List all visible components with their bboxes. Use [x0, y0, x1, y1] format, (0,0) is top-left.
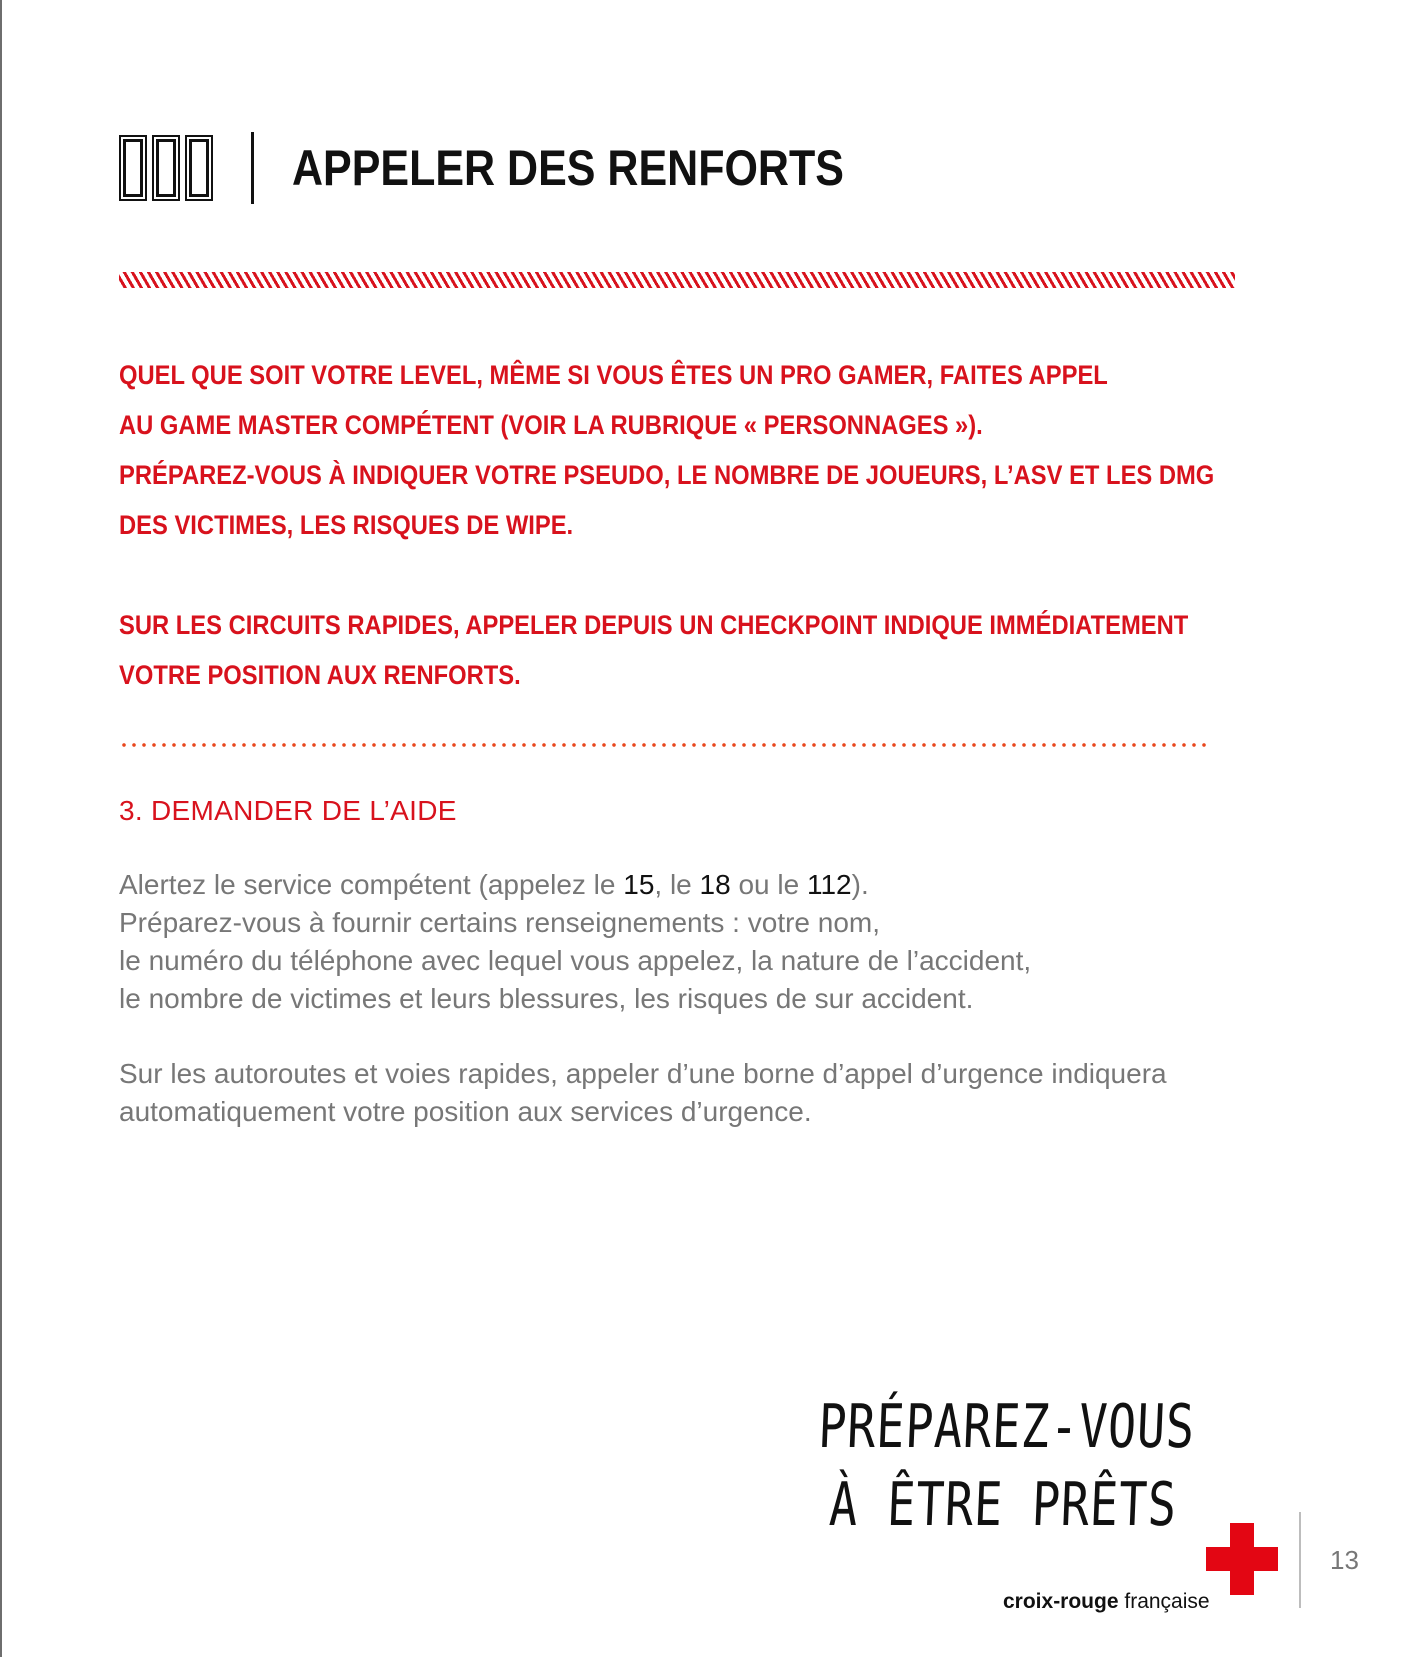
text-line: DES VICTIMES, LES RISQUES DE WIPE.: [119, 510, 574, 540]
page-edge: [0, 0, 2, 1657]
red-cross-logo-icon: [1206, 1523, 1278, 1595]
text-fragment: Alertez le service compétent (appelez le: [119, 869, 624, 900]
text-fragment: ou le: [730, 869, 807, 900]
emergency-number: 15: [623, 869, 655, 900]
emergency-number: 112: [806, 869, 852, 900]
logo-wordmark: [1003, 1590, 1210, 1614]
hatched-rule: [119, 272, 1235, 288]
text-line: QUEL QUE SOIT VOTRE LEVEL, MÊME SI VOUS ÊTES UN PRO GAMER, FAITES APPEL: [119, 360, 1108, 390]
text-line: PRÉPAREZ-VOUS À INDIQUER VOTRE PSEUDO, LE NOMBRE DE JOUEURS, L’ASV ET LES DMG: [119, 460, 1215, 490]
text-line: SUR LES CIRCUITS RAPIDES, APPELER DEPUIS UN CHECKPOINT INDIQUE IMMÉDIATEMENT: [119, 610, 1189, 640]
roman-bar: [156, 139, 176, 197]
cross-vertical: [1230, 1523, 1254, 1595]
handwritten-slogan: [814, 1388, 1197, 1544]
footer-divider: [1299, 1512, 1301, 1608]
text-fragment: , le: [654, 869, 700, 900]
text-line: automatiquement votre position aux services d’urgence.: [119, 1096, 812, 1127]
text-line: Sur les autoroutes et voies rapides, appeler d’une borne d’appel d’urgence indiquera: [119, 1058, 1167, 1089]
body-paragraph-1: [119, 866, 1319, 1018]
gamer-paragraph-1: [119, 350, 1215, 550]
roman-bar: [123, 139, 143, 197]
text-fragment: ).: [851, 869, 869, 900]
gamer-paragraph-2: [119, 600, 1189, 700]
logo-text-light: française: [1118, 1590, 1210, 1613]
text-line: Préparez-vous à fournir certains renseignements : votre nom,: [119, 907, 881, 938]
header-divider: [251, 132, 254, 204]
slogan-line: À ÊTRE PRÊTS: [827, 1470, 1179, 1540]
section-heading: 3. DEMANDER DE L’AIDE: [119, 795, 457, 826]
body-paragraph-2: [119, 1055, 1319, 1131]
roman-numeral-icon: [119, 139, 213, 197]
section-header: [119, 132, 934, 204]
text-line: le numéro du téléphone avec lequel vous appelez, la nature de l’accident,: [119, 945, 1032, 976]
emergency-number: 18: [699, 869, 731, 900]
logo-text-strong: croix-rouge: [1003, 1590, 1119, 1613]
slogan-line: PRÉPAREZ-VOUS: [816, 1392, 1197, 1462]
page-title: APPELER DES RENFORTS: [292, 140, 844, 196]
text-line: [119, 866, 1319, 904]
dotted-divider: [119, 742, 1211, 748]
text-line: VOTRE POSITION AUX RENFORTS.: [119, 660, 521, 690]
text-line: le nombre de victimes et leurs blessures, les risques de sur accident.: [119, 983, 974, 1014]
roman-bar: [189, 139, 209, 197]
text-line: AU GAME MASTER COMPÉTENT (VOIR LA RUBRIQUE « PERSONNAGES »).: [119, 410, 983, 440]
page-number: 13: [1330, 1545, 1359, 1575]
